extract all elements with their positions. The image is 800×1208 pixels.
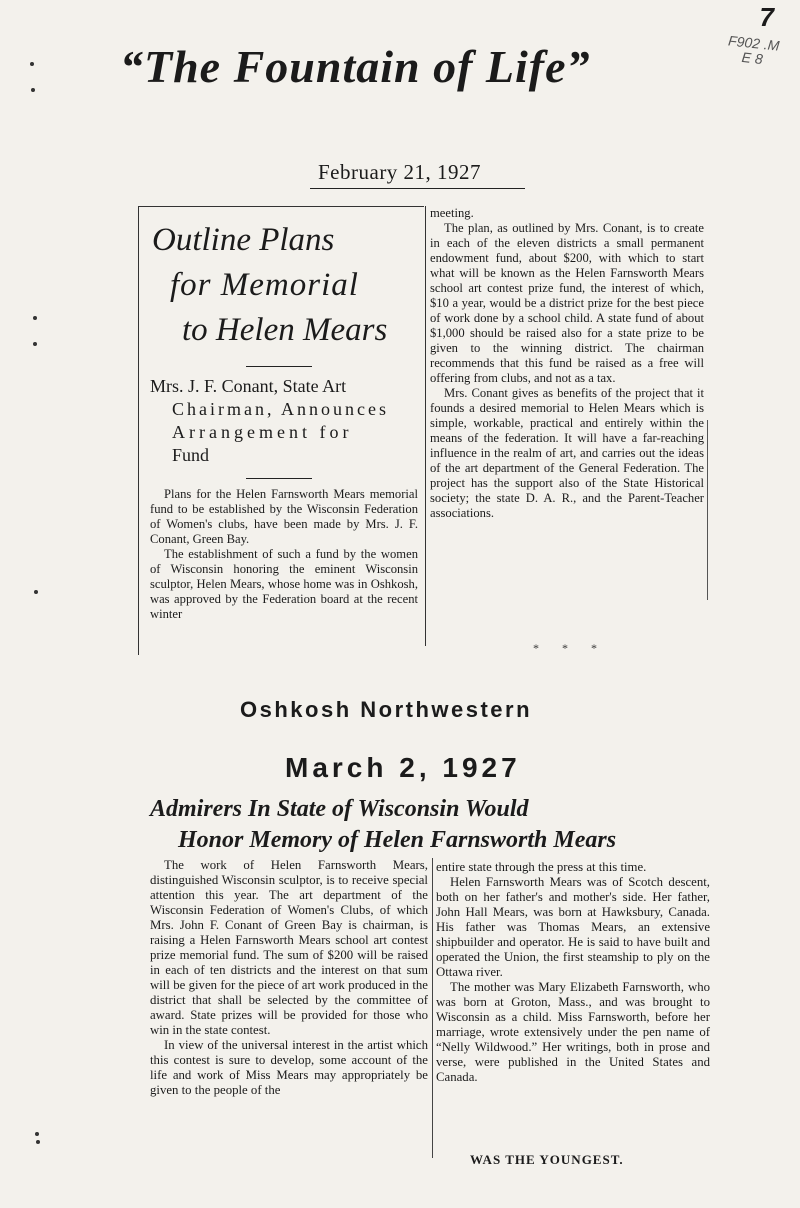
- subhead-rule: [246, 478, 312, 479]
- date-underline: [310, 188, 525, 189]
- column-rule: [707, 420, 708, 600]
- margin-dot: [33, 342, 37, 346]
- paragraph: The mother was Mary Elizabeth Farnsworth, who was born at Groton, Mass., and was brought to Wisconsin as a child. Miss Farnsworth, before her marriage, wrote extensively under the pen name of “Nelly Wildwood.” Her writings, both in prose and verse, were published in the United States and Canada.: [436, 980, 710, 1084]
- paragraph: The establishment of such a fund by the women of Wisconsin honoring the eminent Wisconsin sculptor, Helen Mears, whose home was in Oshkosh, was approved by the Federation board at the recent winter: [150, 547, 418, 621]
- clip1-headline: [152, 218, 420, 353]
- clip1-date: February 21, 1927: [318, 160, 482, 184]
- headline-rule: [246, 366, 312, 367]
- clip1-headline-line: Outline Plans: [152, 222, 335, 258]
- margin-dot: [31, 88, 35, 92]
- clip2-headline-line: Admirers In State of Wisconsin Would: [150, 796, 529, 822]
- clip2-subhead: WAS THE YOUNGEST.: [470, 1152, 624, 1167]
- page-number: 7: [759, 2, 774, 32]
- paragraph: The work of Helen Farnsworth Mears, distinguished Wisconsin sculptor, is to receive special attention this year. The art department of the Wisconsin Federation of Women's Clubs, of which Mrs. John F. Conant of Green Bay is chairman, is raising a Helen Farnsworth Mears school art contest prize memorial fund. The sum of $200 will be raised in each of ten districts and the interest on that sum will be given for the piece of art work produced in the district that shall be selected by the committee of award. State prizes will be provided for those who win in the state contest.: [150, 858, 428, 1037]
- paragraph: In view of the universal interest in the artist which this contest is sure to develop, some account of the life and work of Miss Mears may appropriately be given to the people of the: [150, 1038, 428, 1097]
- clip1-headline-line: for Memorial: [170, 267, 359, 303]
- paragraph: The plan, as outlined by Mrs. Conant, is to create in each of the eleven districts a small permanent endowment fund, about $200, with which to start what will be known as the Helen Farnsworth Mears school art contest prize fund, the interest of which, $10 a year, would be a district prize for the best piece of work done by a school child. A state fund of about $1,000 should be raised also for a state prize to be given to the winning district. The chairman recommends that this fund be raised as a free will offering from clubs, and not as a tax.: [430, 221, 704, 385]
- clip1-subhead-line: Mrs. J. F. Conant, State Art: [150, 376, 347, 396]
- clip1-column-2: [430, 206, 704, 521]
- clip1-headline-line: to Helen Mears: [182, 312, 388, 348]
- margin-dot: [30, 62, 34, 66]
- clip2-column-1: [150, 858, 428, 1098]
- handwritten-margin-note: F902 .M E 8: [727, 32, 781, 68]
- paragraph: entire state through the press at this time.: [436, 860, 647, 874]
- column-rule: [432, 858, 433, 1158]
- clip2-headline: [150, 794, 750, 856]
- paragraph: Helen Farnsworth Mears was of Scotch descent, both on her father's and mother's side. Her father, John Hall Mears, was born at Hawksbury, Canada. His father was Thomas Mears, an extensive shipbuilder and operator. He is said to have built and operated the Union, the first steamship to ply on the Ottawa river.: [436, 875, 710, 979]
- clip1-column-1: [150, 487, 418, 622]
- newspaper-name: Oshkosh Northwestern: [240, 697, 533, 722]
- clip1-subhead: [150, 375, 420, 467]
- margin-dot: [33, 316, 37, 320]
- clip2-column-2: [436, 860, 710, 1085]
- margin-dot: [35, 1132, 39, 1136]
- clip2-headline-line: Honor Memory of Helen Farnsworth Mears: [178, 827, 617, 853]
- column-rule: [425, 206, 426, 646]
- clip1-subhead-line: Chairman, Announces: [172, 399, 389, 419]
- section-stars: * * *: [533, 641, 607, 655]
- clip1-subhead-line: Arrangement for: [172, 422, 353, 442]
- margin-dot: [34, 590, 38, 594]
- paragraph: Mrs. Conant gives as benefits of the project that it founds a desired memorial to Helen Mears which is simple, workable, practical and entirely within the means of the federation. It will have a far-reaching influence in the realm of art, and carries out the ideas of the art department of the General Federation. The project has the support also of the State Historical society; the state D. A. R., and the Parent-Teacher associations.: [430, 386, 704, 520]
- clip1-subhead-line: Fund: [172, 445, 210, 465]
- paragraph: meeting.: [430, 206, 474, 220]
- margin-dot: [36, 1140, 40, 1144]
- clip2-date: March 2, 1927: [285, 752, 521, 783]
- paragraph: Plans for the Helen Farnsworth Mears memorial fund to be established by the Wisconsin Federation of Women's clubs, have been made by Mrs. J. F. Conant, Green Bay.: [150, 487, 418, 546]
- publication-masthead: “The Fountain of Life”: [120, 41, 591, 92]
